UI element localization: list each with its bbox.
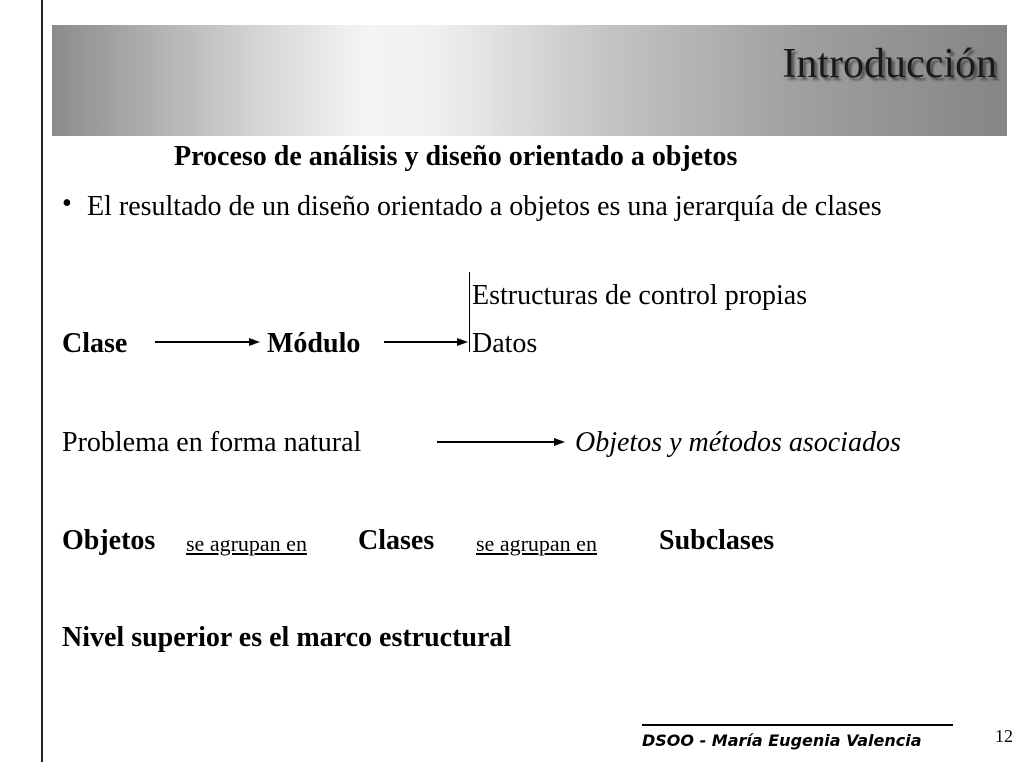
arrow-clase-modulo: [155, 332, 260, 352]
footer-author: DSOO - María Eugenia Valencia: [642, 731, 922, 750]
page-number: 12: [995, 726, 1013, 746]
subheading: Proceso de análisis y diseño orientado a objetos: [174, 141, 738, 172]
final-statement: Nivel superior es el marco estructural: [62, 622, 512, 653]
arrow-modulo-datos: [384, 332, 468, 352]
bullet-text: El resultado de un diseño orientado a objetos es una jerarquía de clases: [87, 191, 882, 222]
footer-rule: [642, 724, 953, 726]
problem-target: Objetos y métodos asociados: [575, 427, 901, 458]
connector-2: se agrupan en: [476, 531, 597, 556]
connector-1: se agrupan en: [186, 531, 307, 556]
arrow-problem-objects: [437, 432, 565, 452]
estructuras-label: Estructuras de control propias: [472, 280, 808, 311]
clases-label: Clases: [358, 525, 435, 556]
datos-label: Datos: [472, 328, 538, 359]
slide-title: Introducción: [782, 41, 997, 87]
objetos-label: Objetos: [62, 525, 156, 556]
problem-source: Problema en forma natural: [62, 427, 362, 458]
brace-line: [469, 272, 470, 352]
subclases-label: Subclases: [659, 525, 775, 556]
clase-label: Clase: [62, 328, 128, 359]
bullet-marker: •: [62, 188, 72, 219]
modulo-label: Módulo: [267, 328, 361, 359]
left-margin-rule: [41, 0, 43, 762]
